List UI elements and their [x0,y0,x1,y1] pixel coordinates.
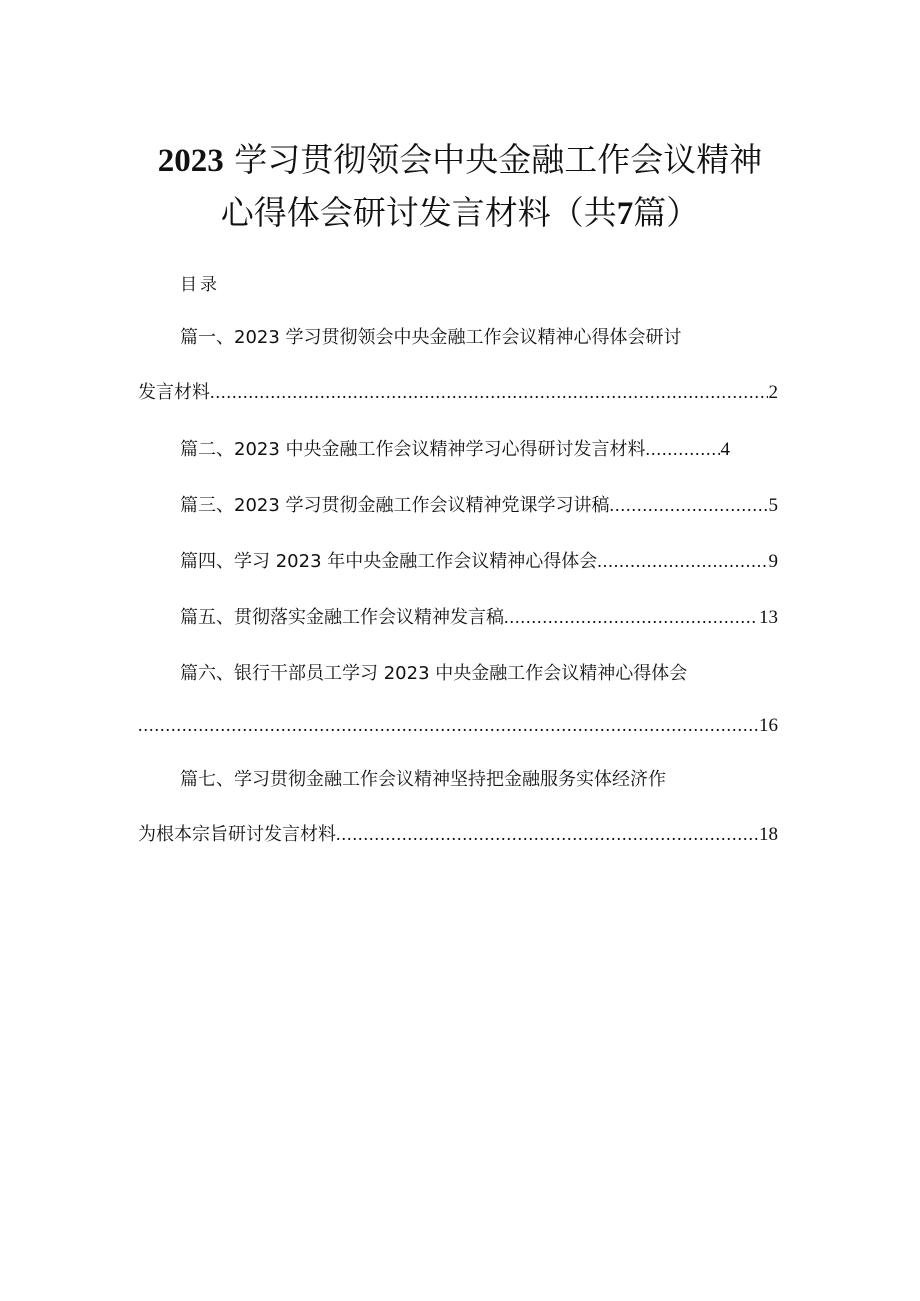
toc-entry-6-line-2[interactable] [138,712,778,739]
toc-entry-title: 2023 中央金融工作会议精神学习心得研讨发言材料 [234,439,646,460]
toc-entry-prefix: 篇五、 [180,607,234,628]
title-year: 2023 [157,143,224,179]
toc-label: 目录 [180,275,220,295]
toc-page-number: 2 [768,382,778,403]
leader-dots [210,379,768,405]
document-title-line-1 [0,140,920,181]
title-text-2: 心得体会研讨发言材料（共 [220,193,617,232]
leader-dots [646,436,720,462]
toc-page-number: 16 [759,715,778,736]
title-count: 7 [616,196,634,232]
title-text-1: 学习贯彻领会中央金融工作会议精神 [234,140,763,179]
toc-entry-title: 学习 2023 年中央金融工作会议精神心得体会 [234,551,598,572]
toc-entry-4[interactable] [180,548,778,575]
toc-entry-2[interactable] [180,436,730,463]
toc-entry-prefix: 篇七、 [180,769,234,790]
toc-entry-3[interactable] [180,492,778,519]
toc-entry-title: 贯彻落实金融工作会议精神发言稿 [234,607,504,628]
toc-entry-title-cont: 发言材料 [138,382,210,403]
leader-dots [138,712,758,738]
document-title-line-2 [0,193,920,234]
toc-entry-prefix: 篇一、 [180,327,234,348]
toc-entry-title: 2023 学习贯彻领会中央金融工作会议精神心得体会研讨 [234,327,682,348]
toc-entry-title: 2023 学习贯彻金融工作会议精神党课学习讲稿 [234,495,610,516]
toc-page-number: 4 [720,439,730,460]
toc-entry-title: 学习贯彻金融工作会议精神坚持把金融服务实体经济作 [234,769,666,790]
toc-entry-7-line-2[interactable] [138,821,778,848]
title-text-3: 篇） [633,193,700,232]
toc-entry-7-line-1[interactable] [180,767,666,793]
toc-entry-prefix: 篇二、 [180,439,234,460]
toc-entry-title: 银行干部员工学习 2023 中央金融工作会议精神心得体会 [234,663,688,684]
toc-entry-prefix: 篇六、 [180,663,234,684]
toc-entry-5[interactable] [180,604,778,631]
leader-dots [336,821,758,847]
leader-dots [597,548,767,574]
toc-entry-title-cont: 为根本宗旨研讨发言材料 [138,824,336,845]
toc-entry-1-line-1[interactable] [180,325,682,351]
toc-page-number: 9 [768,551,778,572]
toc-page-number: 13 [759,607,778,628]
leader-dots [610,492,768,518]
toc-page-number: 5 [768,495,778,516]
toc-entry-1-line-2[interactable] [138,379,778,406]
toc-page-number: 18 [759,824,778,845]
toc-entry-6-line-1[interactable] [180,661,687,687]
toc-entry-prefix: 篇三、 [180,495,234,516]
toc-entry-prefix: 篇四、 [180,551,234,572]
leader-dots [504,604,758,630]
